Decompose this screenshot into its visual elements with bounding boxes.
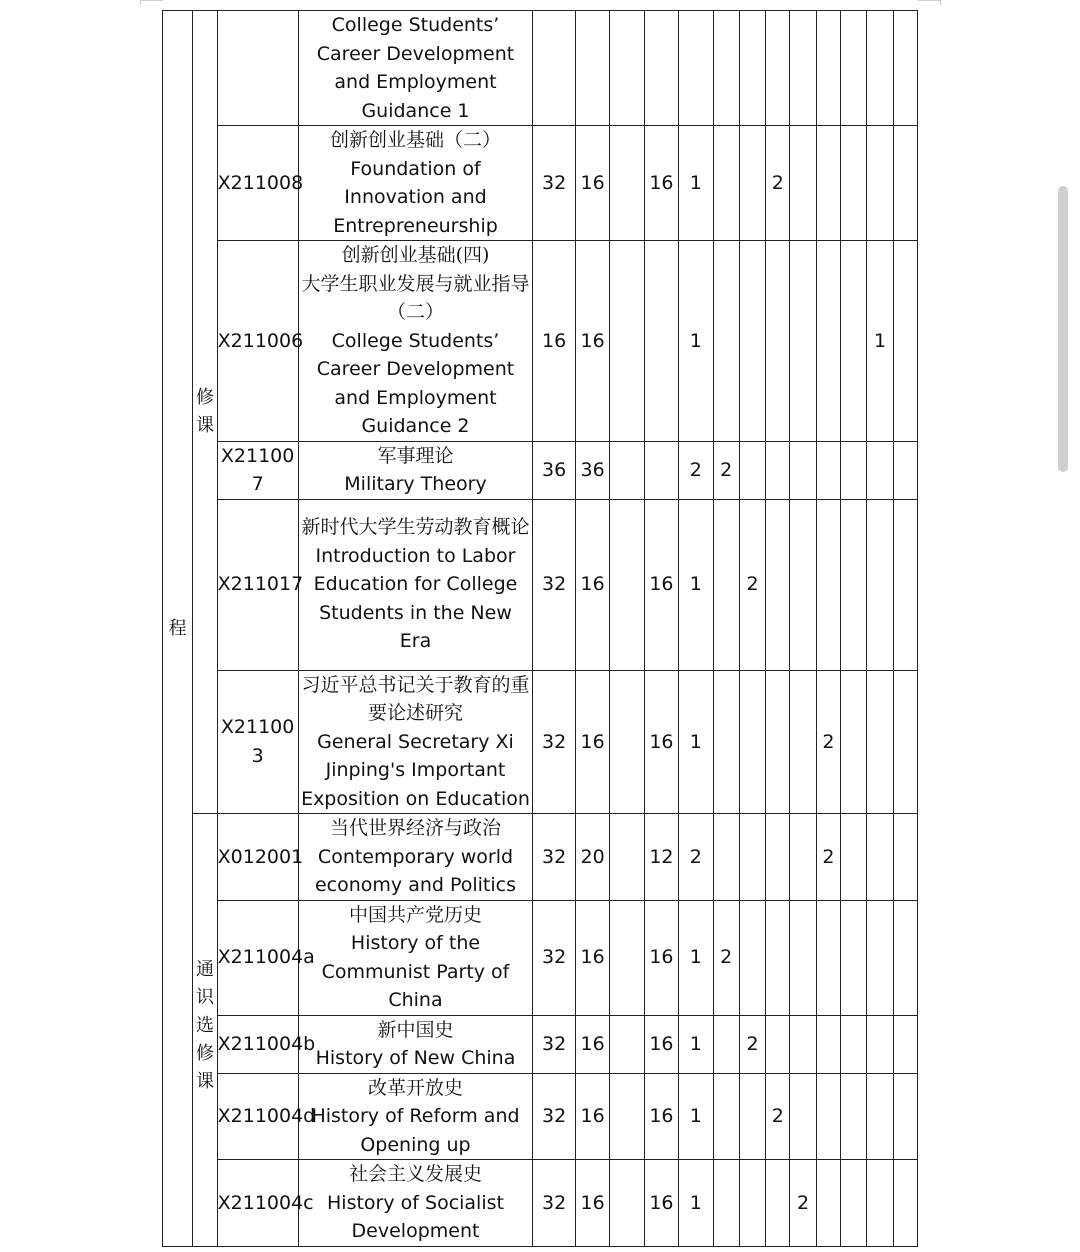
value-cell — [867, 814, 893, 901]
course-name-cn: 改革开放史 — [367, 1076, 463, 1099]
value-cell: 12 — [644, 814, 678, 901]
value-cell — [867, 1160, 893, 1247]
course-name — [298, 1015, 533, 1073]
value-cell — [816, 241, 840, 442]
page-edge-left — [140, 0, 163, 5]
value-cell — [610, 441, 644, 499]
value-cell: 1 — [679, 1073, 713, 1160]
value-cell: 2 — [790, 1160, 816, 1247]
value-cell: 32 — [533, 499, 576, 670]
course-name-en: Foundation of Innovation and Entrepreneurship — [333, 157, 498, 237]
course-code: X211004d — [217, 1073, 298, 1160]
value-cell — [766, 11, 790, 126]
value-cell — [739, 441, 765, 499]
value-cell — [766, 670, 790, 814]
value-cell: 2 — [713, 441, 739, 499]
table-row — [163, 1160, 918, 1247]
course-table — [162, 10, 918, 1247]
value-cell — [893, 126, 917, 241]
course-name-en: History of Socialist Development — [327, 1191, 504, 1242]
value-cell — [739, 670, 765, 814]
value-cell: 36 — [575, 441, 609, 499]
course-name-cn: 社会主义发展史 — [348, 1163, 482, 1185]
course-name-cn: 当代世界经济与政治 — [329, 817, 501, 839]
value-cell — [644, 241, 678, 442]
value-cell — [790, 441, 816, 499]
value-cell: 32 — [533, 900, 576, 1015]
value-cell — [867, 900, 893, 1015]
course-name — [298, 441, 533, 499]
value-cell — [841, 441, 867, 499]
vertical-scrollbar[interactable] — [1058, 186, 1068, 472]
value-cell — [841, 1160, 867, 1247]
value-cell: 16 — [575, 1160, 609, 1247]
value-cell — [644, 11, 678, 126]
course-code: X211004b — [217, 1015, 298, 1073]
value-cell — [766, 241, 790, 442]
value-cell — [893, 441, 917, 499]
course-name-en: Introduction to Labor Education for College Students in the New Era — [313, 544, 518, 653]
course-name-en: History of the Communist Party of China — [321, 932, 510, 1011]
value-cell — [713, 670, 739, 814]
table-row — [163, 499, 918, 670]
value-cell: 2 — [679, 441, 713, 499]
value-cell — [841, 900, 867, 1015]
value-cell — [739, 11, 765, 126]
value-cell — [841, 241, 867, 442]
value-cell: 16 — [644, 499, 678, 670]
value-cell: 20 — [575, 814, 609, 901]
value-cell — [610, 241, 644, 442]
value-cell — [790, 241, 816, 442]
value-cell: 2 — [816, 670, 840, 814]
value-cell — [893, 11, 917, 126]
course-name-en: History of Reform and Opening up — [311, 1105, 520, 1156]
value-cell — [816, 499, 840, 670]
course-name-cn: 新时代大学生劳动教育概论 — [301, 516, 530, 539]
value-cell — [575, 11, 609, 126]
value-cell — [790, 670, 816, 814]
required-group-label: 修课 — [196, 387, 214, 436]
course-name — [298, 900, 533, 1015]
value-cell — [816, 1160, 840, 1247]
course-name — [298, 11, 533, 126]
value-cell — [739, 241, 765, 442]
elective-group-label: 通识选修课 — [196, 958, 214, 1092]
course-code: X211003 — [217, 670, 298, 814]
value-cell: 16 — [644, 670, 678, 814]
value-cell — [533, 11, 576, 126]
table-row — [163, 441, 918, 499]
course-name-en: Military Theory — [344, 473, 487, 495]
value-cell — [610, 900, 644, 1015]
value-cell — [816, 11, 840, 126]
course-name-en: College Students’ Career Development and Employment Guidance 1 — [316, 14, 515, 122]
value-cell — [841, 670, 867, 814]
value-cell — [713, 1073, 739, 1160]
table-row — [163, 814, 918, 901]
value-cell — [893, 670, 917, 814]
value-cell: 1 — [679, 1015, 713, 1073]
value-cell: 16 — [644, 900, 678, 1015]
value-cell — [893, 1073, 917, 1160]
value-cell — [610, 11, 644, 126]
value-cell: 1 — [679, 499, 713, 670]
value-cell — [816, 126, 840, 241]
value-cell: 32 — [533, 670, 576, 814]
value-cell — [841, 126, 867, 241]
table-row — [163, 11, 918, 126]
value-cell — [713, 814, 739, 901]
value-cell — [713, 499, 739, 670]
value-cell — [713, 11, 739, 126]
value-cell: 2 — [679, 814, 713, 901]
value-cell — [790, 1015, 816, 1073]
value-cell — [713, 1015, 739, 1073]
value-cell — [610, 499, 644, 670]
value-cell: 16 — [575, 241, 609, 442]
value-cell: 16 — [644, 1160, 678, 1247]
course-name-en: History of New China — [315, 1047, 516, 1069]
value-cell: 32 — [533, 126, 576, 241]
value-cell — [713, 241, 739, 442]
value-cell: 16 — [644, 1015, 678, 1073]
value-cell: 16 — [575, 126, 609, 241]
course-name-cn: 习近平总书记关于教育的重要论述研究 — [301, 673, 530, 724]
value-cell — [841, 499, 867, 670]
course-name-cn: 创新创业基础(四) 大学生职业发展与就业指导（二） — [301, 244, 530, 323]
value-cell — [766, 814, 790, 901]
value-cell — [841, 1073, 867, 1160]
value-cell — [610, 1073, 644, 1160]
value-cell: 16 — [575, 670, 609, 814]
value-cell: 32 — [533, 1073, 576, 1160]
table-row — [163, 1073, 918, 1160]
course-name — [298, 1160, 533, 1247]
value-cell — [841, 1015, 867, 1073]
course-name — [298, 1073, 533, 1160]
course-name-cn: 军事理论 — [377, 444, 454, 467]
value-cell — [893, 241, 917, 442]
table-row — [163, 670, 918, 814]
value-cell — [610, 126, 644, 241]
course-name — [298, 241, 533, 442]
value-cell — [867, 1015, 893, 1073]
value-cell — [790, 900, 816, 1015]
course-name — [298, 670, 533, 814]
value-cell: 1 — [679, 670, 713, 814]
course-name-en: Contemporary world economy and Politics — [314, 845, 517, 896]
value-cell — [610, 814, 644, 901]
value-cell: 1 — [867, 241, 893, 442]
value-cell: 2 — [766, 1073, 790, 1160]
value-cell — [867, 670, 893, 814]
value-cell — [739, 814, 765, 901]
value-cell — [644, 441, 678, 499]
value-cell — [713, 1160, 739, 1247]
elective-group-cell — [193, 814, 217, 1247]
value-cell — [893, 1015, 917, 1073]
value-cell — [739, 1160, 765, 1247]
course-code — [217, 11, 298, 126]
value-cell: 1 — [679, 126, 713, 241]
course-code: X211004c — [217, 1160, 298, 1247]
value-cell — [739, 1073, 765, 1160]
value-cell — [610, 1015, 644, 1073]
course-code: X012001 — [217, 814, 298, 901]
value-cell — [893, 1160, 917, 1247]
value-cell: 16 — [644, 126, 678, 241]
value-cell: 32 — [533, 1015, 576, 1073]
value-cell: 2 — [713, 900, 739, 1015]
value-cell — [816, 900, 840, 1015]
value-cell — [610, 1160, 644, 1247]
course-code: X211006 — [217, 241, 298, 442]
value-cell — [790, 126, 816, 241]
value-cell — [766, 499, 790, 670]
course-name-cn: 创新创业基础（二） — [329, 129, 501, 151]
value-cell — [790, 814, 816, 901]
value-cell — [790, 1073, 816, 1160]
value-cell — [739, 900, 765, 1015]
value-cell: 2 — [816, 814, 840, 901]
value-cell — [867, 441, 893, 499]
value-cell — [679, 11, 713, 126]
category-label: 程 — [168, 617, 187, 639]
value-cell — [893, 814, 917, 901]
value-cell: 2 — [739, 1015, 765, 1073]
value-cell — [867, 11, 893, 126]
course-name-en: General Secretary Xi Jinping's Important Exposition on Education — [301, 730, 530, 810]
value-cell: 1 — [679, 900, 713, 1015]
value-cell — [766, 441, 790, 499]
value-cell: 2 — [766, 126, 790, 241]
value-cell — [867, 499, 893, 670]
course-code: X211007 — [217, 441, 298, 499]
value-cell: 16 — [644, 1073, 678, 1160]
value-cell — [816, 1073, 840, 1160]
value-cell — [766, 900, 790, 1015]
value-cell — [610, 670, 644, 814]
course-code: X211008 — [217, 126, 298, 241]
value-cell: 16 — [575, 1015, 609, 1073]
value-cell — [766, 1160, 790, 1247]
value-cell — [841, 814, 867, 901]
value-cell — [713, 126, 739, 241]
value-cell: 36 — [533, 441, 576, 499]
value-cell: 16 — [575, 900, 609, 1015]
value-cell: 1 — [679, 1160, 713, 1247]
course-name — [298, 499, 533, 670]
value-cell: 32 — [533, 814, 576, 901]
course-code: X211017 — [217, 499, 298, 670]
value-cell — [766, 1015, 790, 1073]
value-cell — [816, 441, 840, 499]
course-name — [298, 126, 533, 241]
course-name — [298, 814, 533, 901]
value-cell — [816, 1015, 840, 1073]
table-row — [163, 126, 918, 241]
value-cell: 2 — [739, 499, 765, 670]
course-code: X211004a — [217, 900, 298, 1015]
value-cell — [893, 499, 917, 670]
table-row — [163, 900, 918, 1015]
required-group-cell — [193, 11, 217, 814]
value-cell — [841, 11, 867, 126]
value-cell — [739, 126, 765, 241]
table-row — [163, 241, 918, 442]
category-cell — [163, 11, 193, 1247]
value-cell — [867, 126, 893, 241]
value-cell — [893, 900, 917, 1015]
course-name-cn: 新中国史 — [377, 1018, 454, 1041]
value-cell — [790, 11, 816, 126]
value-cell: 16 — [533, 241, 576, 442]
value-cell: 16 — [575, 1073, 609, 1160]
course-name-en: College Students’ Career Development and Employment Guidance 2 — [316, 329, 515, 437]
value-cell: 32 — [533, 1160, 576, 1247]
value-cell: 1 — [679, 241, 713, 442]
value-cell: 16 — [575, 499, 609, 670]
value-cell — [867, 1073, 893, 1160]
page-edge-right — [918, 0, 941, 5]
course-table-body — [163, 11, 918, 1247]
value-cell — [790, 499, 816, 670]
course-name-cn: 中国共产党历史 — [348, 903, 482, 926]
table-row — [163, 1015, 918, 1073]
